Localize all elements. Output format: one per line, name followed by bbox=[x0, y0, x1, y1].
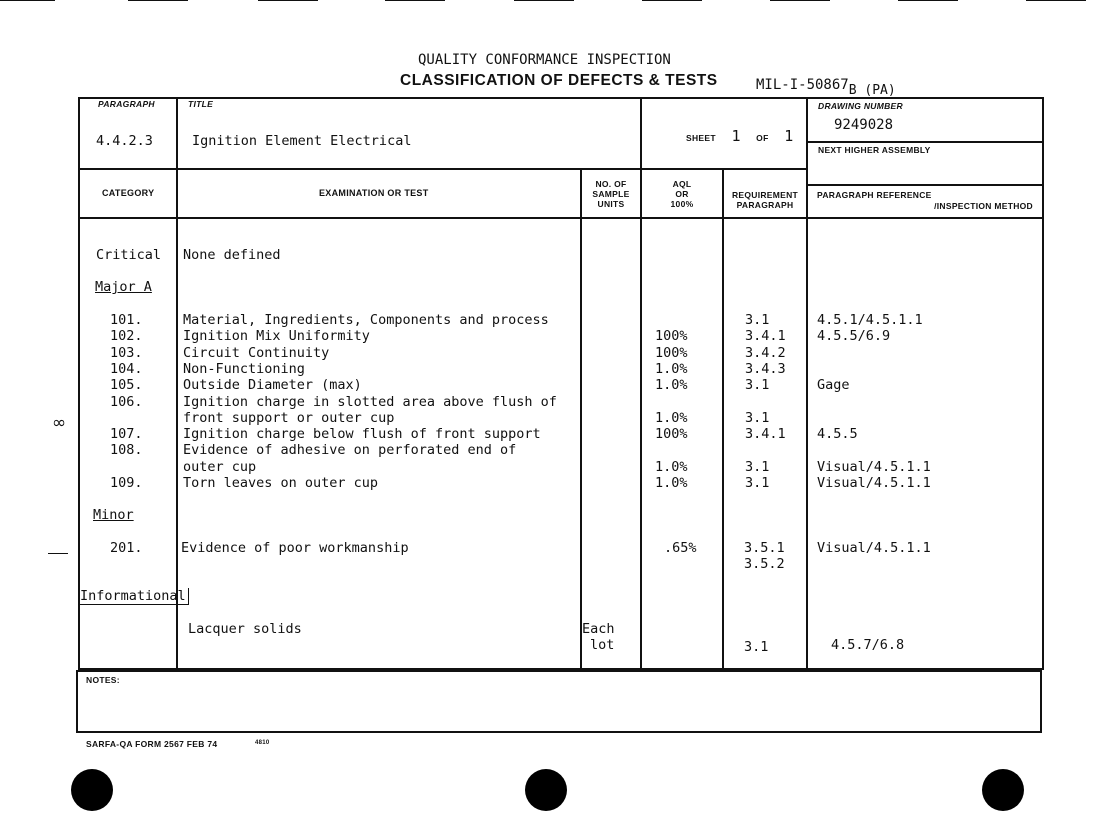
row-requirement: 3.4.2 bbox=[745, 344, 786, 361]
scan-mark bbox=[128, 0, 188, 1]
row-examination: Ignition Mix Uniformity bbox=[183, 328, 370, 345]
category-critical: Critical bbox=[96, 247, 162, 263]
next-higher-assembly-label: NEXT HIGHER ASSEMBLY bbox=[818, 145, 931, 155]
row-aql: 1.0% bbox=[655, 458, 688, 475]
minor-aql: .65% bbox=[664, 540, 697, 556]
divider bbox=[806, 97, 808, 670]
scan-mark bbox=[514, 0, 574, 1]
row-category: 108. bbox=[110, 442, 143, 459]
row-aql: 100% bbox=[655, 344, 688, 361]
row-examination: Evidence of adhesive on perforated end of bbox=[183, 442, 517, 459]
row-examination: Non-Functioning bbox=[183, 360, 305, 377]
scan-mark bbox=[0, 0, 55, 1]
row-reference: Visual/4.5.1.1 bbox=[817, 458, 931, 475]
scan-mark bbox=[1026, 0, 1086, 1]
row-reference: 4.5.1/4.5.1.1 bbox=[817, 312, 923, 328]
row-category: 104. bbox=[110, 360, 143, 377]
divider bbox=[78, 217, 1044, 219]
divider bbox=[722, 170, 724, 670]
col-examination: EXAMINATION OR TEST bbox=[319, 188, 429, 198]
row-requirement: 3.4.3 bbox=[745, 360, 786, 377]
critical-text: None defined bbox=[183, 247, 281, 263]
row-aql: 100% bbox=[655, 426, 688, 443]
notes-label: NOTES: bbox=[86, 675, 120, 685]
row-category: 101. bbox=[110, 312, 143, 328]
row-requirement: 3.4.1 bbox=[745, 426, 786, 443]
row-reference: Visual/4.5.1.1 bbox=[817, 475, 931, 491]
margin-mark: ∞ bbox=[52, 413, 67, 433]
row-reference: Gage bbox=[817, 377, 850, 394]
row-reference: 4.5.5 bbox=[817, 426, 858, 443]
row-aql: 1.0% bbox=[655, 409, 688, 426]
binder-hole bbox=[525, 769, 567, 811]
info-units-2: lot bbox=[590, 637, 615, 653]
divider bbox=[78, 168, 808, 170]
row-examination: outer cup bbox=[183, 458, 257, 475]
info-units-1: Each bbox=[582, 621, 615, 637]
paragraph-value: 4.4.2.3 bbox=[96, 133, 153, 149]
row-examination: Material, Ingredients, Components and process bbox=[183, 312, 549, 328]
col-sample-units: NO. OF SAMPLE UNITS bbox=[592, 179, 630, 209]
row-examination: Circuit Continuity bbox=[183, 344, 330, 361]
scan-mark bbox=[258, 0, 318, 1]
row-aql: 1.0% bbox=[655, 360, 688, 377]
col-aql: AQL OR 100% bbox=[670, 179, 694, 209]
minor-req2: 3.5.2 bbox=[744, 556, 785, 572]
row-requirement: 3.1 bbox=[745, 475, 770, 491]
row-examination: Ignition charge in slotted area above flush of bbox=[183, 393, 557, 410]
info-ref: 4.5.7/6.8 bbox=[831, 637, 905, 653]
title-value: Ignition Element Electrical bbox=[192, 133, 412, 149]
paragraph-label: PARAGRAPH bbox=[98, 99, 155, 109]
col-category: CATEGORY bbox=[102, 188, 155, 198]
row-category: 107. bbox=[110, 426, 143, 443]
divider bbox=[806, 184, 1044, 186]
scan-mark bbox=[898, 0, 958, 1]
row-category: 109. bbox=[110, 475, 143, 491]
minor-exam: Evidence of poor workmanship bbox=[181, 540, 409, 556]
row-examination: Ignition charge below flush of front support bbox=[183, 426, 541, 443]
minor-ref: Visual/4.5.1.1 bbox=[817, 540, 931, 556]
header-line1: QUALITY CONFORMANCE INSPECTION bbox=[418, 52, 671, 68]
spec-number: MIL-I-50867B (PA) bbox=[756, 77, 896, 98]
divider bbox=[176, 97, 178, 670]
header-line2: CLASSIFICATION OF DEFECTS & TESTS bbox=[400, 72, 718, 89]
info-req: 3.1 bbox=[744, 639, 769, 655]
row-reference: 4.5.5/6.9 bbox=[817, 328, 891, 345]
scan-mark bbox=[770, 0, 830, 1]
spec-revision: B (PA) bbox=[848, 83, 896, 98]
sheet-indicator: SHEET 1 OF 1 bbox=[686, 127, 794, 145]
form-id: SARFA-QA FORM 2567 FEB 74 bbox=[86, 739, 218, 749]
minor-req: 3.5.1 bbox=[744, 540, 785, 556]
row-examination: Outside Diameter (max) bbox=[183, 377, 362, 394]
minor-cat: 201. bbox=[110, 540, 143, 556]
row-requirement: 3.1 bbox=[745, 458, 770, 475]
drawing-number-label: DRAWING NUMBER bbox=[818, 101, 903, 111]
divider bbox=[806, 141, 1044, 143]
category-major: Major A bbox=[95, 279, 152, 295]
category-informational: Informational bbox=[78, 588, 189, 605]
row-aql: 1.0% bbox=[655, 475, 688, 491]
scan-mark bbox=[642, 0, 702, 1]
binder-hole bbox=[71, 769, 113, 811]
row-category: 106. bbox=[110, 393, 143, 410]
row-requirement: 3.1 bbox=[745, 377, 770, 394]
notes-box bbox=[76, 670, 1042, 733]
row-examination: Torn leaves on outer cup bbox=[183, 475, 379, 491]
row-examination: front support or outer cup bbox=[183, 409, 395, 426]
row-category: 102. bbox=[110, 328, 143, 345]
row-requirement: 3.1 bbox=[745, 409, 770, 426]
category-minor: Minor bbox=[93, 507, 134, 523]
scan-mark bbox=[48, 553, 68, 554]
row-category: 105. bbox=[110, 377, 143, 394]
drawing-number-value: 9249028 bbox=[834, 117, 894, 133]
title-label: TITLE bbox=[188, 99, 214, 109]
scan-mark bbox=[385, 0, 445, 1]
form-code: 4810 bbox=[255, 740, 270, 746]
row-aql: 100% bbox=[655, 328, 688, 345]
info-exam: Lacquer solids bbox=[188, 621, 302, 637]
divider bbox=[580, 170, 582, 670]
binder-hole bbox=[982, 769, 1024, 811]
row-requirement: 3.1 bbox=[745, 312, 770, 328]
col-requirement: REQUIREMENT PARAGRAPH bbox=[731, 190, 799, 210]
row-category: 103. bbox=[110, 344, 143, 361]
col-reference: PARAGRAPH REFERENCE /INSPECTION METHOD bbox=[817, 190, 1033, 211]
row-aql: 1.0% bbox=[655, 377, 688, 394]
row-requirement: 3.4.1 bbox=[745, 328, 786, 345]
